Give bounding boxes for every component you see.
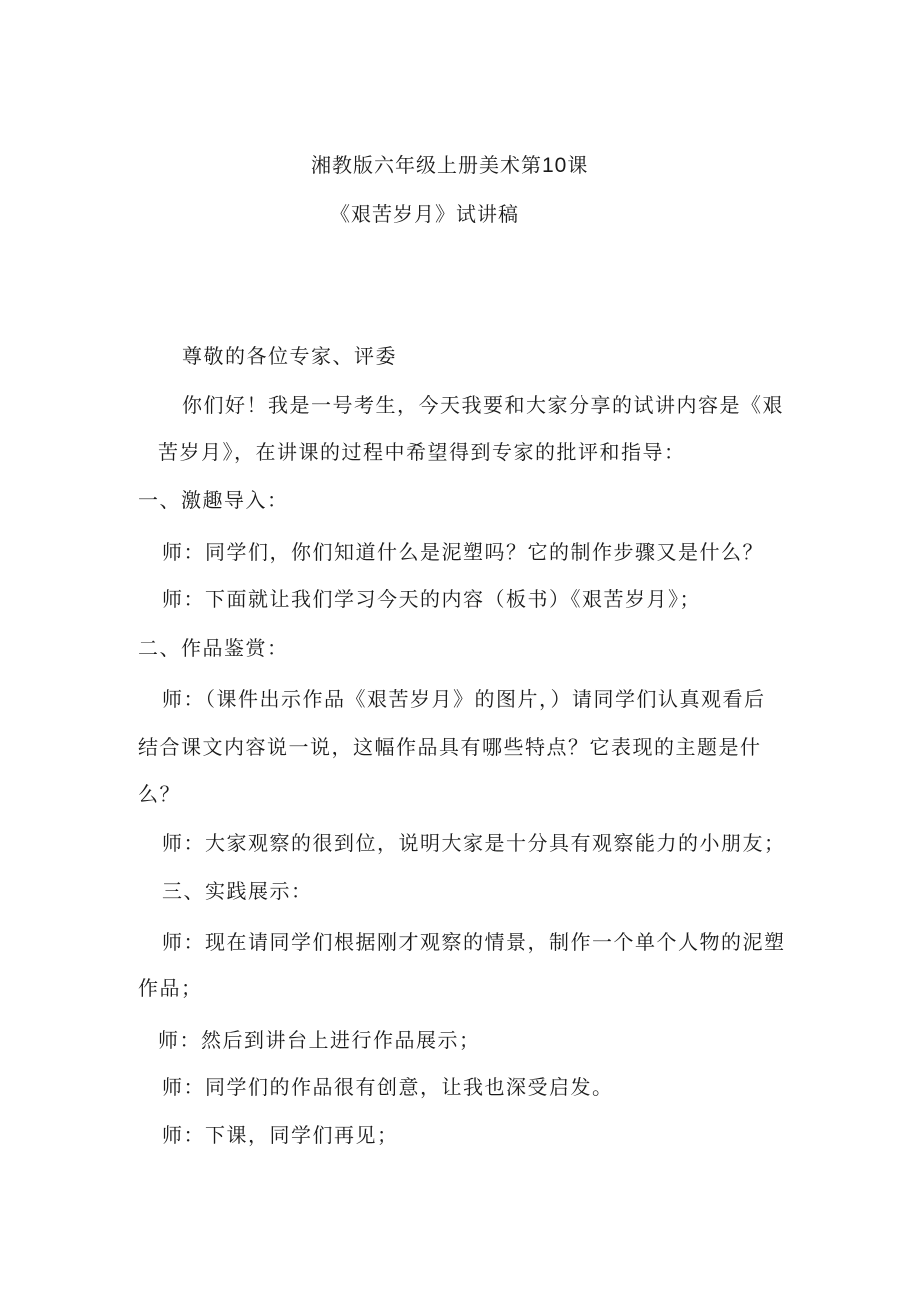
paragraph-line: 师：下课，同学们再见；	[162, 1123, 399, 1147]
paragraph-line: 结合课文内容说一说，这幅作品具有哪些特点？它表现的主题是什	[138, 735, 762, 759]
paragraph-line: 师：现在请同学们根据刚才观察的情景，制作一个单个人物的泥塑	[162, 930, 786, 954]
paragraph-line: 苦岁月》，在讲课的过程中希望得到专家的批评和指导：	[158, 440, 686, 464]
paragraph-line: 你们好！我是一号考生，今天我要和大家分享的试讲内容是《艰	[182, 393, 784, 417]
document-subtitle: 《艰苦岁月》试讲稿	[330, 202, 519, 226]
paragraph-line: 师：然后到讲台上进行作品展示；	[158, 1028, 481, 1052]
paragraph-line: 师：同学们，你们知道什么是泥塑吗？它的制作步骤又是什么？	[162, 540, 764, 564]
title-prefix: 湘教版六年级上册美术第	[311, 153, 542, 177]
section-heading: 三、实践展示：	[162, 879, 313, 903]
paragraph-line: 师：下面就让我们学习今天的内容（板书）《艰苦岁月》；	[162, 587, 701, 611]
section-heading: 一、激趣导入：	[138, 488, 289, 512]
paragraph-line: 师：同学们的作品很有创意，让我也深受启发。	[162, 1075, 614, 1099]
document-title	[311, 151, 588, 180]
section-heading: 二、作品鉴赏：	[138, 636, 289, 660]
greeting-line: 尊敬的各位专家、评委	[182, 344, 397, 368]
paragraph-line: 师：（课件出示作品《艰苦岁月》的图片，）请同学们认真观看后	[162, 687, 766, 711]
title-number: 10	[542, 154, 568, 177]
paragraph-line: 师：大家观察的很到位，说明大家是十分具有观察能力的小朋友；	[162, 831, 786, 855]
paragraph-line: 作品；	[138, 976, 203, 1000]
title-suffix: 课	[567, 153, 589, 177]
paragraph-line: 么？	[138, 782, 181, 806]
